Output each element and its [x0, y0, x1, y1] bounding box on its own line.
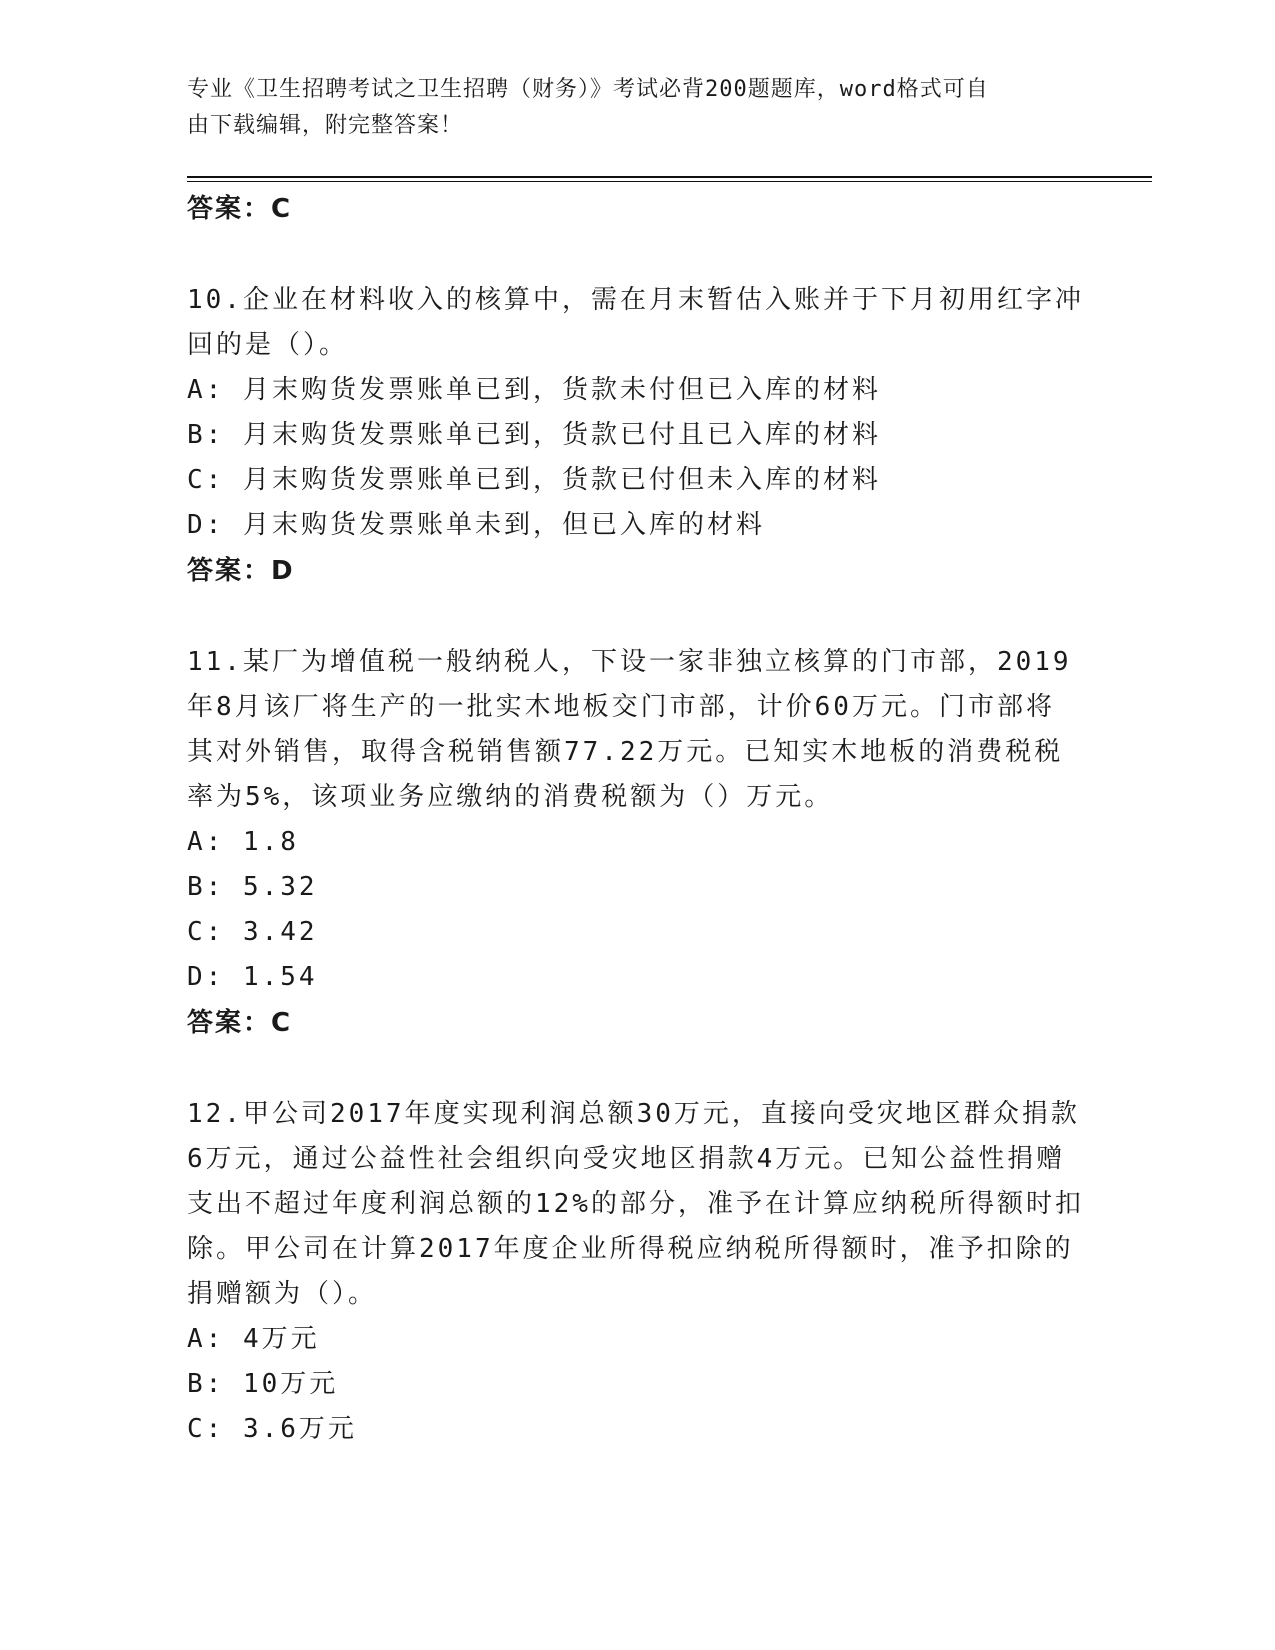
question-stem-line: 11.某厂为增值税一般纳税人，下设一家非独立核算的门市部，2019: [187, 647, 1072, 677]
option-d: D: 1.54: [187, 962, 318, 992]
question-answer: 答案：D: [187, 556, 295, 586]
option-b: B: 10万元: [187, 1369, 339, 1399]
question-stem-line: 支出不超过年度利润总额的12%的部分，准予在计算应纳税所得额时扣: [187, 1189, 1084, 1219]
question-answer: 答案：C: [187, 1008, 293, 1038]
question-12: [187, 1092, 1087, 1452]
header-line-1: 专业《卫生招聘考试之卫生招聘（财务）》考试必背200题题库，word格式可自: [187, 77, 989, 102]
option-c: C: 3.42: [187, 917, 318, 947]
document-header: [187, 72, 1067, 144]
question-stem-line: 回的是（）。: [187, 330, 349, 360]
document-body: [187, 186, 1087, 1452]
spacer: [187, 1046, 1087, 1092]
option-c: C: 3.6万元: [187, 1414, 357, 1444]
header-divider-thick: [187, 176, 1152, 178]
option-c: C: 月末购货发票账单已到，货款已付但未入库的材料: [187, 465, 881, 495]
option-b: B: 月末购货发票账单已到，货款已付且已入库的材料: [187, 420, 881, 450]
question-stem-line: 6万元，通过公益性社会组织向受灾地区捐款4万元。已知公益性捐赠: [187, 1144, 1066, 1174]
question-stem-line: 率为5%，该项业务应缴纳的消费税额为（）万元。: [187, 782, 834, 812]
option-d: D: 月末购货发票账单未到，但已入库的材料: [187, 510, 765, 540]
option-a: A: 月末购货发票账单已到，货款未付但已入库的材料: [187, 375, 881, 405]
question-10: [187, 278, 1087, 594]
spacer: [187, 232, 1087, 278]
spacer: [187, 594, 1087, 640]
question-stem-line: 除。甲公司在计算2017年度企业所得税应纳税所得额时，准予扣除的: [187, 1234, 1074, 1264]
previous-answer: 答案：C: [187, 194, 293, 224]
question-stem-line: 其对外销售，取得含税销售额77.22万元。已知实木地板的消费税税: [187, 737, 1064, 767]
option-b: B: 5.32: [187, 872, 318, 902]
question-stem-line: 10.企业在材料收入的核算中，需在月末暂估入账并于下月初用红字冲: [187, 285, 1084, 315]
question-stem-line: 捐赠额为（）。: [187, 1279, 378, 1309]
question-stem-line: 12.甲公司2017年度实现利润总额30万元，直接向受灾地区群众捐款: [187, 1099, 1080, 1129]
header-divider-thin: [187, 181, 1152, 182]
header-line-2: 由下载编辑，附完整答案！: [187, 113, 464, 138]
question-11: [187, 640, 1087, 1046]
question-stem-line: 年8月该厂将生产的一批实木地板交门市部，计价60万元。门市部将: [187, 692, 1055, 722]
option-a: A: 4万元: [187, 1324, 320, 1354]
option-a: A: 1.8: [187, 827, 299, 857]
